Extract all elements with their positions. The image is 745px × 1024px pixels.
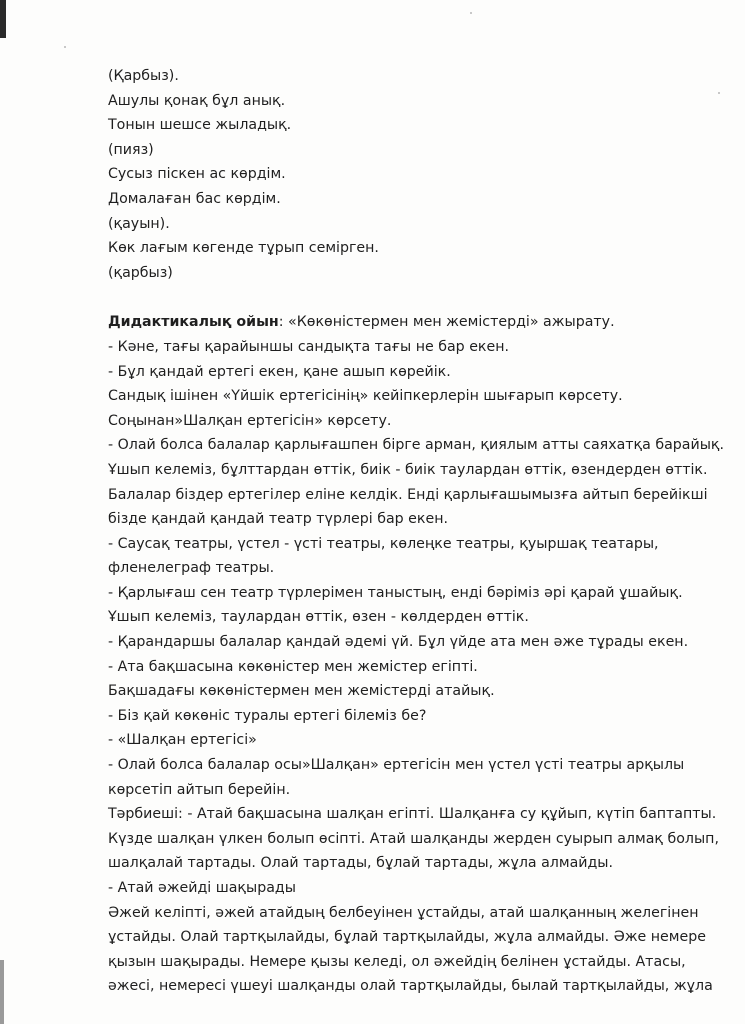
riddle-line: (қарбыз) — [108, 264, 173, 281]
body-line: - Кәне, тағы қарайыншы сандықта тағы не бар екен. — [108, 338, 510, 355]
riddle-line: Ашулы қонақ бұл анық. — [108, 92, 286, 109]
body-line: Ұшып келеміз, таулардан өттік, өзен - көлдерден өттік. — [108, 609, 529, 626]
riddle-line: Тонын шешсе жыладық. — [108, 117, 292, 134]
body-line: фленелеграф театры. — [108, 560, 275, 577]
riddle-line: Домалаған бас көрдім. — [108, 190, 281, 207]
scan-edge-shadow-bottom — [0, 960, 4, 1024]
riddle-line: Көк лағым көгенде тұрып семірген. — [108, 240, 379, 257]
body-line: - Олай болса балалар осы»Шалқан» ертегісін мен үстел үсті театры арқылы — [108, 757, 685, 774]
body-line: ұстайды. Олай тартқылайды, бұлай тартқылайды, жұла алмайды. Әже немере — [108, 929, 706, 946]
paragraph-gap — [108, 285, 738, 310]
scan-speck — [470, 12, 472, 14]
scan-edge-shadow-top — [0, 0, 6, 38]
body-line: - Біз қай көкөніс туралы ертегі білеміз бе? — [108, 707, 427, 724]
body-line: - Олай болса балалар қарлығашпен бірге арман, қиялым атты саяхатқа барайық. — [108, 437, 724, 454]
body-line: көрсетіп айтып берейін. — [108, 781, 291, 798]
scan-speck — [64, 46, 66, 48]
riddle-line: (пияз) — [108, 141, 154, 158]
body-line: Балалар біздер ертегілер еліне келдік. Енді қарлығашымызға айтып берейікші — [108, 486, 708, 503]
body-line: Күзде шалқан үлкен болып өсіпті. Атай шалқанды жерден суырып алмақ болып, — [108, 830, 719, 847]
body-line: - Саусақ театры, үстел - үсті театры, көлеңке театры, қуыршақ театары, — [108, 535, 659, 552]
body-line: Сандық ішінен «Үйшік ертегісінің» кейіпкерлерін шығарып көрсету. — [108, 388, 623, 405]
document-text — [108, 64, 738, 999]
body-line: - Атай әжейді шақырады — [108, 880, 296, 896]
body-line: қызын шақырады. Немере қызы келеді, ол әжейдің белінен ұстайды. Атасы, — [108, 953, 686, 970]
body-line: - Бұл қандай ертегі екен, қане ашып көрейік. — [108, 363, 451, 380]
body-line: әжесі, немересі үшеуі шалқанды олай тартқылайды, былай тартқылайды, жұла — [108, 978, 713, 995]
didactic-game-line — [108, 310, 738, 335]
riddle-line: Сусыз піскен ас көрдім. — [108, 166, 286, 183]
body-line: шалқалай тартады. Олай тартады, бұлай тартады, жұла алмайды. — [108, 855, 614, 872]
body-line: Әжей келіпті, әжей атайдың белбеуінен ұстайды, атай шалқанның желегінен — [108, 904, 699, 921]
body-line: - Қарлығаш сен театр түрлерімен таныстың, енді бәріміз әрі қарай ұшайық. — [108, 584, 683, 601]
body-line: - Қарандаршы балалар қандай әдемі үй. Бұл үйде ата мен әже тұрады екен. — [108, 634, 689, 651]
didactic-game-text: : «Көкөністермен мен жемістерді» ажырату. — [278, 314, 615, 331]
didactic-game-label: Дидактикалық ойын — [108, 314, 279, 331]
body-line: Бақшадағы көкөністермен мен жемістерді атайық. — [108, 683, 495, 700]
riddle-line: (қауын). — [108, 215, 170, 232]
riddle-line: (Қарбыз). — [108, 68, 179, 84]
body-line: Тәрбиеші: - Атай бақшасына шалқан егіпті. Шалқанға су құйып, күтіп баптапты. — [108, 806, 717, 823]
body-line: Ұшып келеміз, бұлттардан өттік, биік - биік таулардан өттік, өзендерден өттік. — [108, 461, 708, 478]
body-line: Соңынан»Шалқан ертегісін» көрсету. — [108, 412, 392, 429]
body-line: - «Шалқан ертегісі» — [108, 732, 257, 749]
body-line: - Ата бақшасына көкөністер мен жемістер егіпті. — [108, 658, 478, 675]
body-line: бізде қандай қандай театр түрлері бар екен. — [108, 511, 448, 528]
